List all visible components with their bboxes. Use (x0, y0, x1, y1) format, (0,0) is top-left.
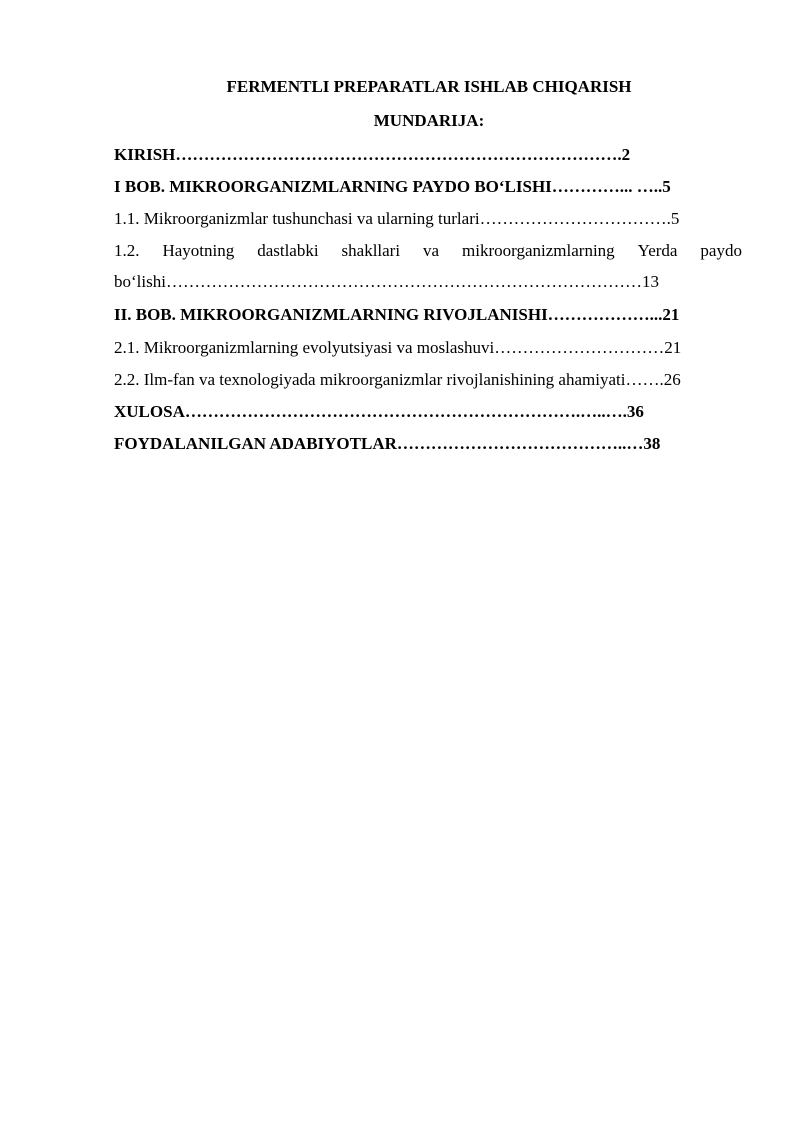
toc-entry-section-2-2: 2.2. Ilm-fan va texnologiyada mikroorganizmlar rivojlanishining ahamiyati…….26 (114, 370, 681, 389)
toc-entry-section-2-1: 2.1. Mikroorganizmlarning evolyutsiyasi va moslashuvi…………………………21 (114, 338, 682, 357)
toc-word: 1.2. (114, 241, 140, 260)
toc-entry-chapter-2: II. BOB. MIKROORGANIZMLARNING RIVOJLANISHI………………...21 (114, 305, 680, 324)
toc-entry-references: FOYDALANILGAN ADABIYOTLAR…………………………………..…38 (114, 434, 661, 453)
toc-word: shakllari (341, 241, 401, 260)
toc-heading: MUNDARIJA: (373, 111, 485, 130)
toc-entry-section-1-2-line1 (114, 241, 742, 261)
toc-entry-xulosa: XULOSA…………………………………………………………….…..….36 (114, 402, 644, 421)
toc-word: dastlabki (257, 241, 319, 260)
toc-entry-chapter-1: I BOB. MIKROORGANIZMLARNING PAYDO BO‘LISHI…………... …..5 (114, 177, 671, 196)
toc-entry-section-1-1: 1.1. Mikroorganizmlar tushunchasi va ularning turlari…………………………….5 (114, 209, 680, 228)
toc-entry-section-1-2-line2: bo‘lishi…………………………………………………………………………13 (114, 272, 659, 291)
toc-word: mikroorganizmlarning (462, 241, 615, 260)
toc-word: Hayotning (162, 241, 235, 260)
document-title: FERMENTLI PREPARATLAR ISHLAB CHIQARISH (226, 77, 632, 96)
toc-word: Yerda (637, 241, 678, 260)
toc-entry-kirish: KIRISH…………………………………………………………………….2 (114, 145, 631, 164)
toc-word: paydo (700, 241, 742, 260)
toc-word: va (423, 241, 440, 260)
